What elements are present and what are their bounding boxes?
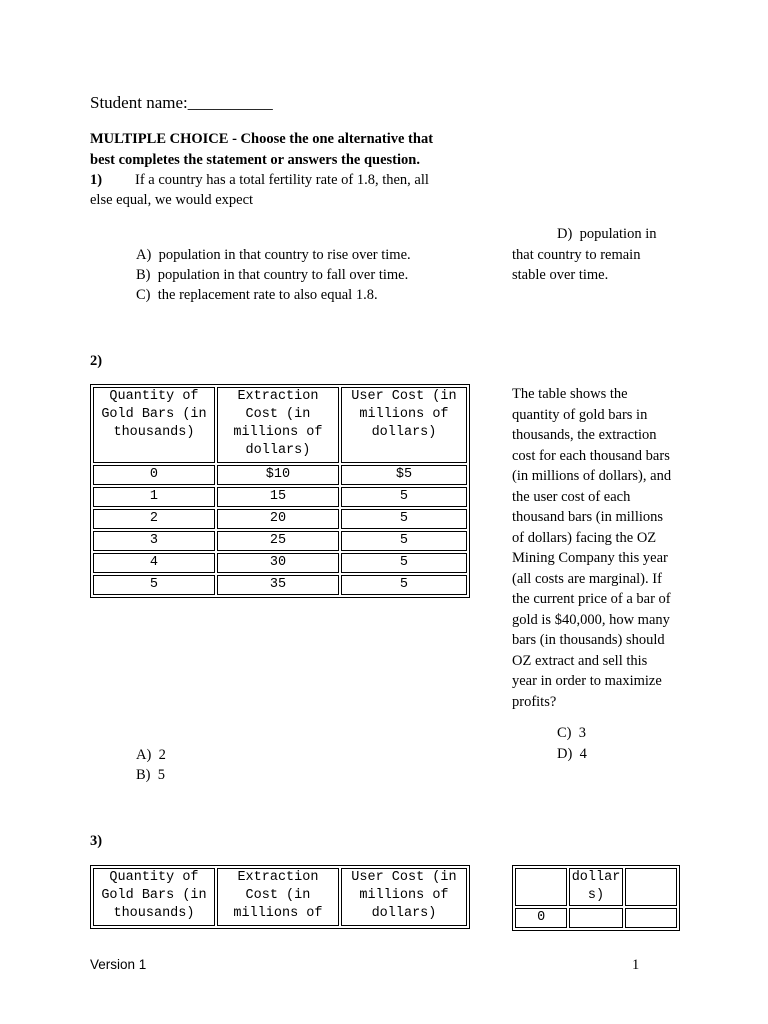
q3-data-table: [90, 865, 470, 929]
q1-option-d-line-2: that country to remain: [512, 247, 641, 263]
table-cell: 5: [341, 575, 467, 595]
table-cell: 5: [93, 575, 215, 595]
q2-header-extraction-cost: [217, 387, 339, 463]
q2-description-line: thousand bars (in millions: [512, 509, 664, 525]
q2-option-a-letter: A): [136, 747, 152, 763]
table-cell: 15: [217, 487, 339, 507]
q3-number: 3): [90, 833, 103, 849]
q2-description-line: of dollars) facing the OZ: [512, 529, 657, 546]
q2-description-line: (in millions of dollars), and: [512, 468, 672, 484]
q3-header-quantity-line: Gold Bars (in: [101, 888, 207, 903]
q1-option-b-text: population in that country to fall over time.: [157, 267, 409, 283]
q3-header-extraction-cost: [217, 868, 339, 926]
q2-header-quantity-line: Quantity of: [109, 389, 199, 404]
table-cell: $5: [341, 465, 467, 485]
q1-option-b-letter: B): [136, 267, 151, 283]
q2-option-a: [136, 745, 166, 766]
q2-header-user-cost-line: User Cost (in: [351, 389, 457, 404]
q2-header-extraction-line: millions of: [233, 425, 323, 440]
table-row: [93, 531, 467, 551]
q2-description-line: the user cost of each: [512, 488, 631, 505]
table-cell: 35: [217, 575, 339, 595]
q3-header-user-cost-line: User Cost (in: [351, 870, 457, 885]
table-cell: 30: [217, 553, 339, 573]
q2-description-line: gold is $40,000, how many: [512, 611, 670, 628]
q3-header-quantity-line: Quantity of: [109, 870, 199, 885]
q1-stem-line-1: If a country has a total fertility rate of 1.8, then, all: [135, 172, 429, 188]
table-cell: 4: [93, 553, 215, 573]
q1-option-a-letter: A): [136, 247, 152, 263]
q1-option-d: [557, 224, 657, 245]
table-row: [515, 868, 677, 906]
instructions-line-2: best completes the statement or answers the question.: [90, 152, 420, 168]
q3-overflow-header-line: dollar: [571, 870, 621, 885]
q2-option-c: [557, 723, 586, 744]
q1-option-b: [136, 265, 408, 286]
q3-table-header-row: [93, 868, 467, 926]
q3-header-quantity-line: thousands): [113, 906, 195, 921]
table-cell: [515, 868, 567, 906]
table-cell: [625, 908, 677, 928]
q2-header-extraction-line: dollars): [245, 443, 311, 458]
q2-description-line: quantity of gold bars in: [512, 406, 648, 423]
q3-overflow-header-line: s): [587, 888, 605, 903]
table-row: [93, 509, 467, 529]
q1-number: 1): [90, 172, 103, 188]
q3-header-user-cost: [341, 868, 467, 926]
q2-data-table: [90, 384, 470, 598]
table-cell: 20: [217, 509, 339, 529]
footer-page-number: 1: [632, 957, 640, 973]
q3-header-extraction-line: millions of: [233, 906, 323, 921]
q2-header-extraction-line: Extraction: [237, 389, 319, 404]
student-name-label: Student name:__________: [90, 93, 273, 112]
table-cell: 5: [341, 531, 467, 551]
q1-option-a-text: population in that country to rise over time.: [158, 247, 411, 263]
q2-option-b-text: 5: [157, 767, 165, 783]
q2-option-b: [136, 765, 165, 786]
table-row: [93, 487, 467, 507]
q2-description-line: (all costs are marginal). If: [512, 570, 662, 587]
table-cell: 1: [93, 487, 215, 507]
table-cell: 3: [93, 531, 215, 551]
table-row: [93, 465, 467, 485]
table-cell: 5: [341, 553, 467, 573]
q1-option-c-letter: C): [136, 287, 151, 303]
q2-description: [512, 384, 671, 712]
instructions-line-1: MULTIPLE CHOICE - Choose the one alternative that: [90, 131, 434, 147]
q2-description-line: cost for each thousand bars: [512, 447, 670, 464]
q2-description-line: bars (in thousands) should: [512, 632, 665, 648]
q2-option-c-letter: C): [557, 725, 572, 741]
q2-option-a-text: 2: [158, 747, 166, 763]
q2-description-line: profits?: [512, 693, 557, 710]
q2-description-line: Mining Company this year: [512, 550, 668, 566]
q2-option-d: [557, 744, 587, 765]
table-cell: 0: [515, 908, 567, 928]
q1-option-d-line-3: stable over time.: [512, 267, 609, 283]
q2-header-quantity: [93, 387, 215, 463]
q2-option-b-letter: B): [136, 767, 151, 783]
q2-number: 2): [90, 353, 103, 369]
q2-header-user-cost-line: dollars): [371, 425, 437, 440]
q3-overflow-header-cell: [569, 868, 622, 906]
table-cell: $10: [217, 465, 339, 485]
q2-description-line: year in order to maximize: [512, 673, 662, 689]
q3-header-extraction-line: Cost (in: [245, 888, 311, 903]
q2-table-header-row: [93, 387, 467, 463]
q2-description-line: OZ extract and sell this: [512, 652, 648, 669]
q2-header-user-cost: [341, 387, 467, 463]
q2-header-extraction-line: Cost (in: [245, 407, 311, 422]
q3-header-extraction-line: Extraction: [237, 870, 319, 885]
q1-stem-line-2: else equal, we would expect: [90, 192, 254, 208]
table-row: [93, 553, 467, 573]
table-cell: [625, 868, 677, 906]
q1-option-c: [136, 285, 378, 306]
q2-header-quantity-line: Gold Bars (in: [101, 407, 207, 422]
table-cell: 25: [217, 531, 339, 551]
table-cell: 5: [341, 487, 467, 507]
q2-option-d-text: 4: [579, 746, 587, 762]
q3-header-user-cost-line: dollars): [371, 906, 437, 921]
q2-header-quantity-line: thousands): [113, 425, 195, 440]
table-row: [515, 908, 677, 928]
footer-version: Version 1: [90, 957, 147, 972]
q2-description-line: the current price of a bar of: [512, 591, 671, 607]
q3-overflow-table: [512, 865, 680, 931]
q3-header-user-cost-line: millions of: [359, 888, 449, 903]
q2-option-c-text: 3: [578, 725, 586, 741]
table-cell: [569, 908, 622, 928]
q1-option-d-line-1: population in: [579, 226, 657, 242]
table-row: [93, 575, 467, 595]
q1-option-a: [136, 245, 411, 266]
q2-header-user-cost-line: millions of: [359, 407, 449, 422]
table-cell: 5: [341, 509, 467, 529]
q1-option-c-text: the replacement rate to also equal 1.8.: [157, 287, 378, 303]
q1-option-d-letter: D): [557, 226, 573, 242]
table-cell: 0: [93, 465, 215, 485]
q2-description-line: The table shows the: [512, 386, 628, 402]
q3-header-quantity: [93, 868, 215, 926]
q2-description-line: thousands, the extraction: [512, 427, 657, 443]
q2-option-d-letter: D): [557, 746, 573, 762]
table-cell: 2: [93, 509, 215, 529]
